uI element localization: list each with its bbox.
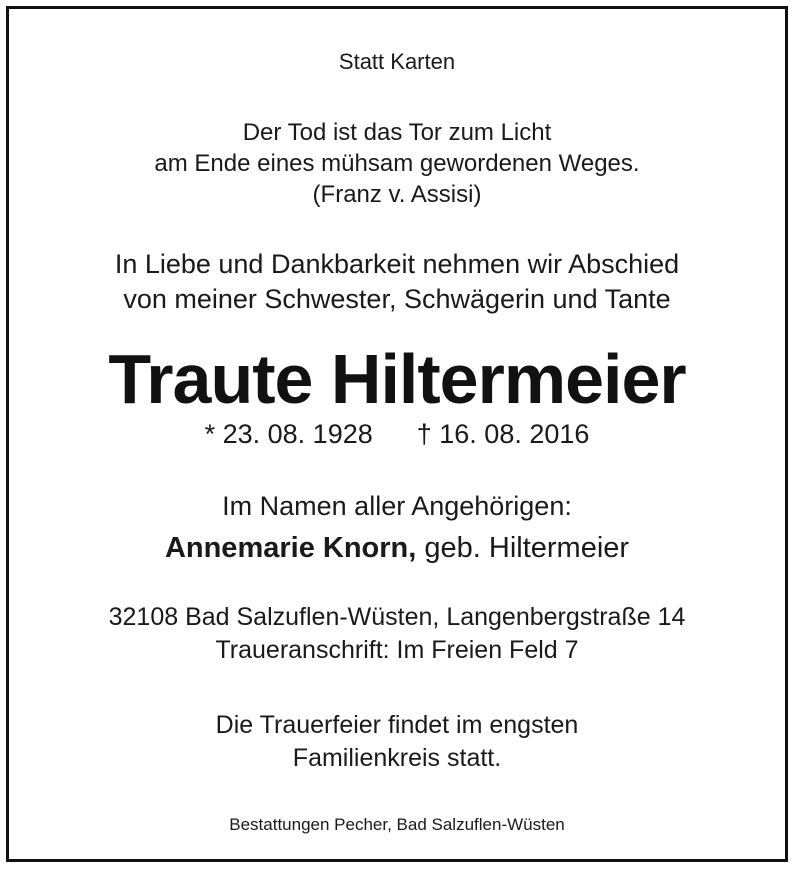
mourner-maiden-name: geb. Hiltermeier	[424, 532, 630, 564]
birth-date: * 23. 08. 1928	[204, 419, 373, 449]
obituary-notice	[6, 6, 788, 862]
deceased-name: Traute Hiltermeier	[108, 340, 686, 418]
ceremony-line: Die Trauerfeier findet im engsten	[215, 711, 579, 739]
mourners-heading: Im Namen aller Angehörigen:	[222, 491, 572, 521]
quote-line: Der Tod ist das Tor zum Licht	[242, 119, 552, 146]
mourner-name: Annemarie Knorn,	[164, 532, 417, 564]
ceremony-note	[9, 709, 785, 775]
intro-line: von meiner Schwester, Schwägerin und Tante	[123, 284, 671, 314]
life-dates	[9, 419, 785, 450]
death-date: † 16. 08. 2016	[416, 419, 590, 449]
mourner-signature	[9, 532, 785, 565]
mourning-address: Traueranschrift: Im Freien Feld 7	[215, 636, 579, 664]
quote-attribution: (Franz v. Assisi)	[312, 181, 482, 208]
undertaker-credit: Bestattungen Pecher, Bad Salzuflen-Wüsten	[229, 815, 565, 834]
header-text: Statt Karten	[338, 49, 456, 74]
farewell-intro	[9, 247, 785, 317]
home-address: 32108 Bad Salzuflen-Wüsten, Langenbergstraße 14	[108, 603, 686, 631]
ceremony-line: Familienkreis statt.	[292, 744, 502, 772]
intro-line: In Liebe und Dankbarkeit nehmen wir Abschied	[114, 249, 680, 279]
quote-line: am Ende eines mühsam gewordenen Weges.	[154, 150, 640, 177]
address-block	[9, 601, 785, 667]
quote	[9, 117, 785, 210]
